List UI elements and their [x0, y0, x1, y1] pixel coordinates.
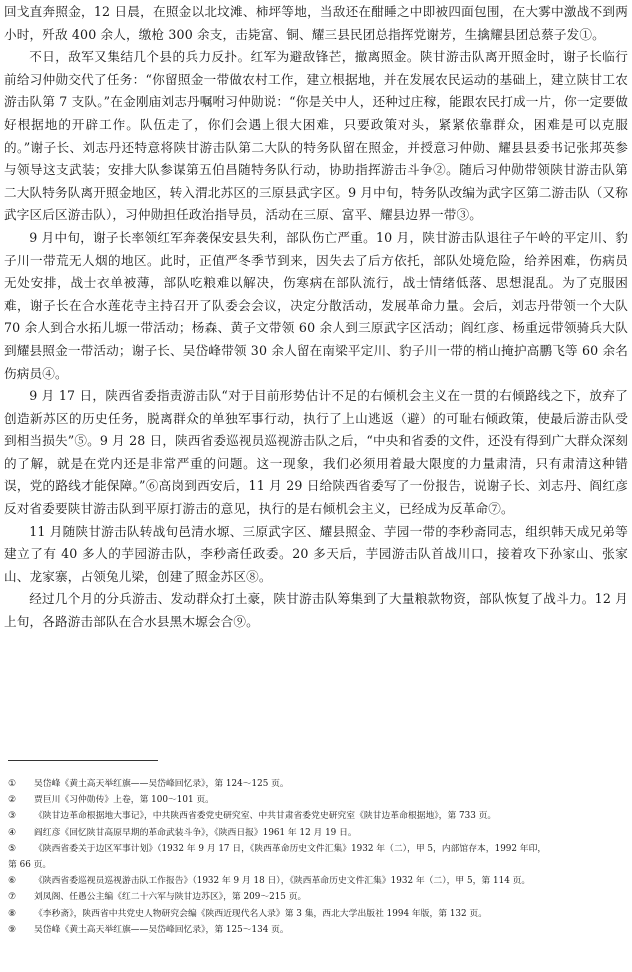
paragraph-2: 不日，敌军又集结几个县的兵力反扑。红军为避敌锋芒，撤离照金。陕甘游击队离开照金时，谢子长临行前给习仲勋交代了任务：“你留照金一带做农村工作，建立根据地，并在发展农民运动的基础上，建立陕甘工农游击队第 7 支队。”在金刚庙刘志丹嘱咐习仲勋说：“你是关中人，还种过庄稼，能跟农民打成一片，你一定要做好根据地的开辟工作。队伍走了，你们会遇上很大困难，只要政策对头，紧紧依靠群众，困难是可以克服的。”谢子长、刘志丹还特意将陕甘游击队第二大队的特务队留在照金，并授意习仲勋、耀县县委书记张邦英参与领导这支武装；安排大队参谋第五伯昌随特务队行动，协助指挥游击斗争②。随后习仲勋带领陕甘游击队第二大队特务队离开照金地区，转入渭北苏区的三原县武字区。9 月中旬，特务队改编为武字区第二游击队（又称武字区后区游击队），习仲勋担任政治指导员，活动在三原、富平、耀县边界一带③。	[4, 49, 629, 223]
footnote-text: 贾巨川《习仲勋传》上卷，第 100～101 页。	[34, 795, 214, 806]
paragraph-1: 回戈直奔照金，12 日晨，在照金以北坟滩、柿坪等地，当敌还在酣睡之中即被四面包围，在大雾中激战不到两小时，歼敌 400 余人，缴枪 300 余支，击毙富、铜、耀三县民团总指挥党谢芳，生擒耀县团总蔡子发①。	[4, 4, 628, 42]
footnote-text: 阎红彦《回忆陕甘高原早期的革命武装斗争》，《陕西日报》1961 年 12 月 19 日。	[34, 827, 357, 838]
footnote-text: 《陕西省委关于边区军事计划》（1932 年 9 月 17 日，《陕西革命历史文件汇集》1932 年（二），甲 5，内部馆存本，1992 年印，	[34, 843, 547, 854]
footnote-4	[8, 825, 628, 841]
paragraph-3: 9 月中旬，谢子长率领红军奔袭保安县失利，部队伤亡严重。10 月，陕甘游击队退往子午岭的平定川、豹子川一带荒无人烟的地区。此时，正值严冬季节到来，因失去了后方依托，部队处境危险，给养困难，伤病员无处安排，战士衣单被薄，部队吃粮难以解决，伤寒病在部队流行，战士情绪低落、思想混乱。为了克服困难，谢子长在合水莲花寺主持召开了队委会会议，决定分散活动，发展革命力量。会后，刘志丹带领一个大队 70 余人到合水拓儿塬一带活动；杨森、黄子文带领 60 余人到三原武字区活动；阎红彦、杨重远带领骑兵大队到耀县照金一带活动；谢子长、吴岱峰带领 30 余人留在南梁平定川、豹子川一带的梢山掩护高鹏飞等 60 余名伤病员④。	[4, 229, 628, 381]
footnote-2	[8, 792, 628, 808]
body-text	[4, 1, 628, 634]
paragraph-6: 经过几个月的分兵游击、发动群众打土豪，陕甘游击队筹集到了大量粮款物资，部队恢复了战斗力。12 月上旬，各路游击部队在合水县黑木塬会合⑨。	[4, 591, 628, 630]
footnote-text: 《陕西省委巡视员巡视游击队工作报告》（1932 年 9 月 18 日），《陕西革命历史文件汇集》1932 年（二），甲 5，第 114 页。	[34, 876, 531, 887]
footnote-divider	[8, 760, 158, 761]
footnote-text: 刘凤阁、任愚公主编《红二十六军与陕甘边苏区》，第 209～215 页。	[34, 892, 307, 903]
paragraph-4: 9 月 17 日，陕西省委指责游击队“对于目前形势估计不足的右倾机会主义在一贯的右倾路线之下，放弃了创造新苏区的历史任务，脱离群众的单独军事行动，执行了上山逃返（避）的可耻右倾政策，使最后游击队受到相当损失”⑤。9 月 28 日，陕西省委巡视员巡视游击队之后，“中央和省委的文件，还没有得到广大群众深刻的了解，就是在党内还是非常严重的问题。这一现象，我们必须用着最大限度的力量肃清，只有肃清这种错误，党的路线才能保障。”⑥高岗到西安后，11 月 29 日给陕西省委写了一份报告，说谢子长、刘志丹、阎红彦反对省委要陕甘游击队到平原打游击的意见，执行的是右倾机会主义，已经成为反革命⑦。	[4, 388, 628, 517]
footnote-3	[8, 808, 628, 824]
footnote-8	[8, 906, 628, 922]
footnote-marker: ③	[8, 811, 16, 822]
footnote-text: 吴岱峰《黄土高天举红旗——吴岱峰回忆录》，第 124～125 页。	[34, 779, 289, 789]
footnote-marker: ⑨	[8, 924, 16, 935]
footnote-marker: ①	[8, 779, 16, 789]
footnote-1	[8, 776, 628, 792]
footnote-text: 《陕甘边革命根据地大事记》，中共陕西省委党史研究室、中共甘肃省委党史研究室《陕甘边革命根据地》，第 733 页。	[34, 811, 497, 822]
footnote-5-continuation	[8, 857, 628, 873]
footnote-marker: ⑧	[8, 908, 16, 919]
footnote-5	[8, 841, 628, 857]
footnote-text: 吴岱峰《黄土高天举红旗——吴岱峰回忆录》，第 125～134 页。	[34, 924, 289, 935]
footnote-text: 《李秒斋》，陕西省中共党史人物研究会编《陕西近现代名人录》第 3 集，西北大学出版社 1994 年版，第 132 页。	[34, 908, 488, 919]
footnote-marker: ⑥	[8, 876, 16, 887]
footnote-marker: ④	[8, 827, 16, 838]
footnote-6	[8, 873, 628, 889]
footnote-text-continuation: 第 66 页。	[8, 860, 52, 871]
footnote-marker: ⑤	[8, 843, 16, 854]
footnote-7	[8, 889, 628, 905]
footnote-marker: ②	[8, 795, 16, 806]
footnote-9	[8, 922, 628, 938]
footnotes	[8, 776, 628, 938]
paragraph-5: 11 月随陕甘游击队转战旬邑清水塬、三原武字区、耀县照金、芋园一带的李秒斋同志，组织韩天成兄弟等建立了有 40 多人的芋园游击队，李秒斋任政委。20 多天后，芋园游击队首战川口，接着攻下孙家山、张家山、龙家寨，占领兔儿梁，创建了照金苏区⑧。	[4, 523, 628, 584]
footnote-marker: ⑦	[8, 892, 16, 903]
